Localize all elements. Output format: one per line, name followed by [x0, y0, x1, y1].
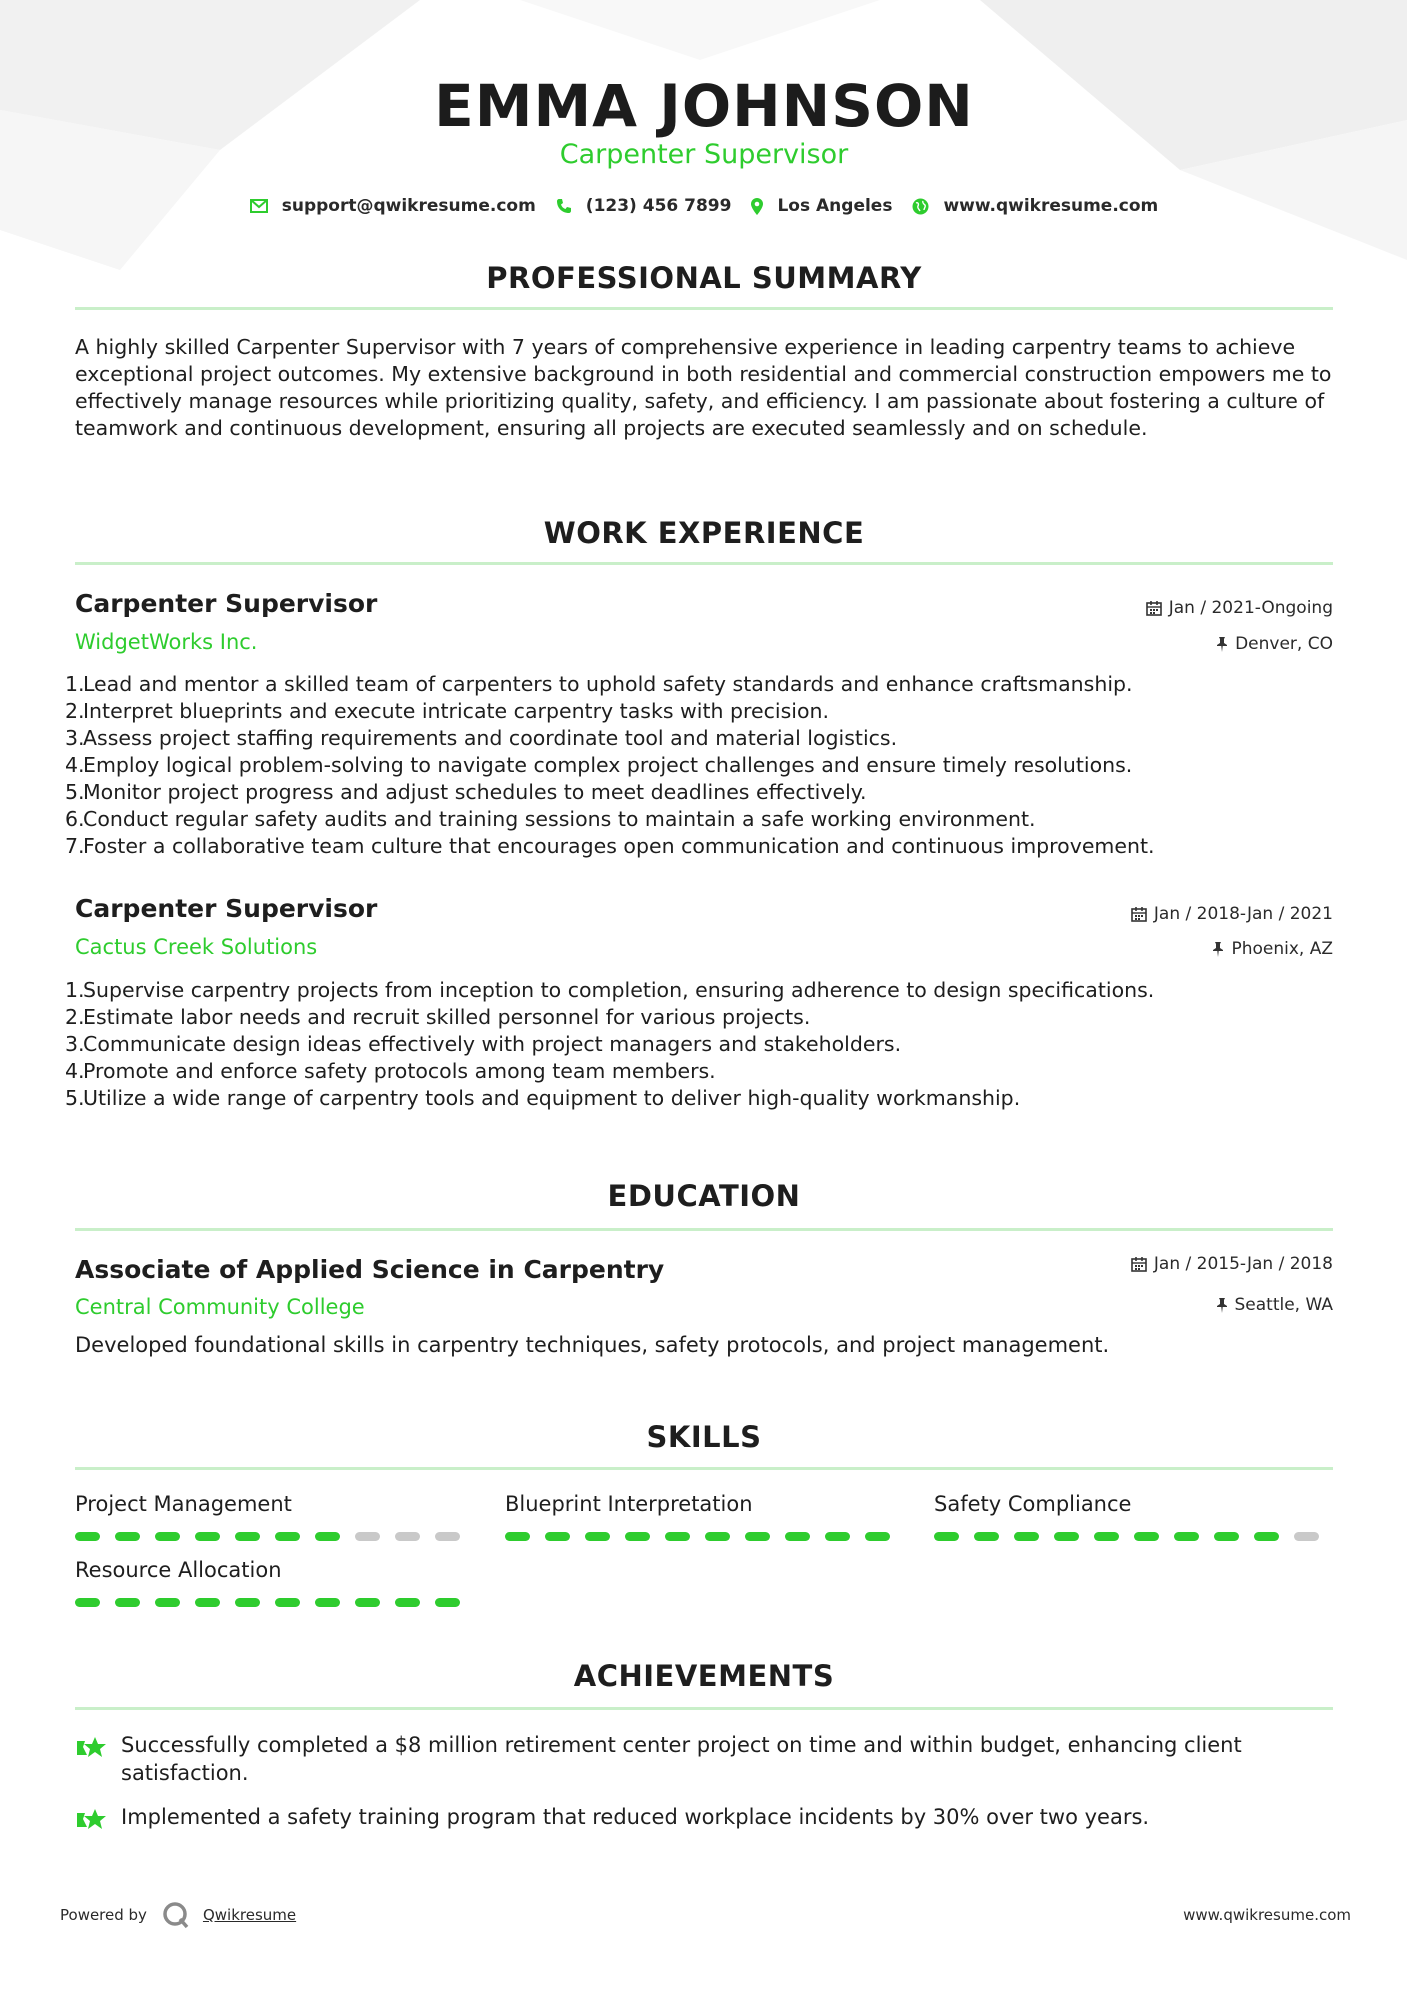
- education-heading: EDUCATION: [607, 1179, 801, 1213]
- skill-item: [505, 1490, 905, 1541]
- skill-item: [75, 1556, 475, 1607]
- skill-level-bar: [75, 1532, 475, 1541]
- job-1-company: WidgetWorks Inc.: [75, 630, 258, 654]
- duty-text: Conduct regular safety audits and training sessions to maintain a safe working environment.: [83, 807, 1036, 831]
- skill-level-bar: [934, 1532, 1334, 1541]
- contact-website[interactable]: [912, 196, 1158, 216]
- skill-level-dash-filled: [625, 1532, 650, 1541]
- achievements-divider: [75, 1707, 1333, 1710]
- star-award-icon: [75, 1735, 107, 1761]
- calendar-icon: [1131, 906, 1147, 922]
- skill-level-dash-filled: [155, 1532, 180, 1541]
- duty-text: Utilize a wide range of carpentry tools and equipment to deliver high-quality workmanship.: [83, 1086, 1021, 1110]
- candidate-title: Carpenter Supervisor: [559, 139, 849, 170]
- duty-item: [65, 779, 1333, 806]
- skill-level-dash-filled: [315, 1598, 340, 1607]
- phone-icon: [556, 198, 572, 214]
- duty-text: Lead and mentor a skilled team of carpenters to uphold safety standards and enhance craftsmanship.: [83, 672, 1133, 696]
- skill-level-dash-filled: [585, 1532, 610, 1541]
- skill-level-dash-filled: [1094, 1532, 1119, 1541]
- duty-item: [65, 671, 1333, 698]
- contact-bar: [75, 192, 1333, 220]
- skill-level-dash-filled: [1054, 1532, 1079, 1541]
- duty-number: 5.: [65, 780, 85, 804]
- achievement-item: [75, 1803, 1333, 1833]
- contact-location: [751, 196, 892, 216]
- contact-email-text: support@qwikresume.com: [281, 196, 536, 216]
- skill-level-dash-filled: [195, 1532, 220, 1541]
- duty-item: [65, 1085, 1333, 1112]
- job-2-location: [1212, 938, 1333, 960]
- education-degree: Associate of Applied Science in Carpentry: [75, 1255, 665, 1284]
- skill-level-dash-filled: [934, 1532, 959, 1541]
- skill-level-dash-filled: [745, 1532, 770, 1541]
- contact-location-text: Los Angeles: [777, 196, 893, 216]
- job-1-title: Carpenter Supervisor: [75, 589, 378, 618]
- duty-item: [65, 1058, 1333, 1085]
- job-2-duties: [65, 977, 1333, 1112]
- duty-text: Communicate design ideas effectively with project managers and stakeholders.: [83, 1032, 902, 1056]
- skill-name: Project Management: [75, 1492, 292, 1516]
- duty-number: 2.: [65, 1005, 85, 1029]
- contact-website-text: www.qwikresume.com: [943, 196, 1159, 216]
- education-location-text: Seattle, WA: [1234, 1295, 1333, 1315]
- job-1-dates-text: Jan / 2021-Ongoing: [1168, 598, 1333, 618]
- skill-level-dash-empty: [1294, 1532, 1319, 1541]
- education-description: Developed foundational skills in carpentry techniques, safety protocols, and project management.: [75, 1333, 1110, 1357]
- skill-level-dash-filled: [75, 1532, 100, 1541]
- skill-level-dash-filled: [275, 1532, 300, 1541]
- job-1-dates: [1146, 597, 1333, 619]
- duty-text: Estimate labor needs and recruit skilled personnel for various projects.: [83, 1005, 811, 1029]
- achievements-heading: ACHIEVEMENTS: [573, 1659, 835, 1693]
- duty-number: 3.: [65, 726, 85, 750]
- job-2-company: Cactus Creek Solutions: [75, 935, 318, 959]
- achievement-text: Successfully completed a $8 million retirement center project on time and within budget, enhancing client satisfaction.: [121, 1733, 1242, 1785]
- contact-email[interactable]: [250, 196, 536, 216]
- calendar-icon: [1131, 1256, 1147, 1272]
- summary-divider: [75, 307, 1333, 310]
- skills-heading: SKILLS: [646, 1420, 762, 1454]
- skill-level-dash-empty: [435, 1532, 460, 1541]
- skill-name: Blueprint Interpretation: [505, 1492, 753, 1516]
- skill-level-dash-filled: [665, 1532, 690, 1541]
- qwikresume-logo-icon: [161, 1900, 191, 1930]
- duty-text: Monitor project progress and adjust schedules to meet deadlines effectively.: [83, 780, 867, 804]
- skill-level-dash-filled: [235, 1598, 260, 1607]
- skills-divider: [75, 1467, 1333, 1470]
- duty-text: Interpret blueprints and execute intricate carpentry tasks with precision.: [83, 699, 830, 723]
- footer-website[interactable]: www.qwikresume.com: [1183, 1906, 1351, 1924]
- skill-level-bar: [505, 1532, 905, 1541]
- duty-text: Employ logical problem-solving to navigate complex project challenges and ensure timely resolutions.: [83, 753, 1133, 777]
- envelope-icon: [250, 199, 268, 213]
- skill-level-bar: [75, 1598, 475, 1607]
- duty-item: [65, 1031, 1333, 1058]
- duty-item: [65, 752, 1333, 779]
- skill-level-dash-filled: [1014, 1532, 1039, 1541]
- achievement-item: [75, 1731, 1333, 1787]
- pin-icon: [1216, 1297, 1228, 1313]
- duty-number: 6.: [65, 807, 85, 831]
- star-award-icon: [75, 1807, 107, 1833]
- qwikresume-link[interactable]: Qwikresume: [202, 1906, 297, 1924]
- globe-icon: [912, 198, 929, 215]
- skill-level-dash-filled: [1214, 1532, 1239, 1541]
- skill-level-dash-filled: [275, 1598, 300, 1607]
- duty-item: [65, 806, 1333, 833]
- skill-level-dash-filled: [155, 1598, 180, 1607]
- duty-number: 4.: [65, 1059, 85, 1083]
- duty-text: Foster a collaborative team culture that encourages open communication and continuous improvement.: [83, 834, 1155, 858]
- skill-level-dash-filled: [505, 1532, 530, 1541]
- skill-level-dash-filled: [355, 1598, 380, 1607]
- education-divider: [75, 1228, 1333, 1231]
- duty-number: 1.: [65, 672, 85, 696]
- skill-level-dash-filled: [705, 1532, 730, 1541]
- achievement-text: Implemented a safety training program that reduced workplace incidents by 30% over two years.: [121, 1805, 1150, 1829]
- skill-level-dash-filled: [1134, 1532, 1159, 1541]
- skill-level-dash-filled: [395, 1598, 420, 1607]
- summary-heading: PROFESSIONAL SUMMARY: [486, 261, 922, 295]
- skill-level-dash-filled: [115, 1598, 140, 1607]
- duty-number: 1.: [65, 978, 85, 1002]
- duty-item: [65, 977, 1333, 1004]
- education-dates: [1131, 1253, 1333, 1275]
- skill-name: Safety Compliance: [934, 1492, 1132, 1516]
- skill-level-dash-filled: [115, 1532, 140, 1541]
- summary-text: A highly skilled Carpenter Supervisor with 7 years of comprehensive experience in leading carpentry teams to achieve exceptional project outcomes. My extensive background in both residential and commercial construction empowers me to effectively manage resources while prioritizing quality, safety, and efficiency. I am passionate about fostering a culture of teamwork and continuous development, ensuring all projects are executed seamlessly and on schedule.: [75, 335, 1332, 440]
- duty-text: Assess project staffing requirements and coordinate tool and material logistics.: [83, 726, 898, 750]
- skill-level-dash-filled: [974, 1532, 999, 1541]
- duty-number: 2.: [65, 699, 85, 723]
- skill-level-dash-filled: [195, 1598, 220, 1607]
- job-2-title: Carpenter Supervisor: [75, 894, 378, 923]
- experience-heading: WORK EXPERIENCE: [543, 516, 865, 550]
- job-2-dates: [1131, 903, 1333, 925]
- skill-level-dash-filled: [825, 1532, 850, 1541]
- duty-number: 7.: [65, 834, 85, 858]
- skill-level-dash-filled: [1254, 1532, 1279, 1541]
- contact-phone[interactable]: [556, 196, 732, 216]
- skill-level-dash-empty: [355, 1532, 380, 1541]
- skill-level-dash-filled: [315, 1532, 340, 1541]
- job-2-dates-text: Jan / 2018-Jan / 2021: [1153, 904, 1333, 924]
- skill-level-dash-filled: [865, 1532, 890, 1541]
- experience-divider: [75, 562, 1333, 565]
- job-1-duties: [65, 671, 1333, 860]
- duty-number: 3.: [65, 1032, 85, 1056]
- skill-level-dash-filled: [235, 1532, 260, 1541]
- pin-icon: [1212, 941, 1224, 957]
- skill-level-dash-filled: [785, 1532, 810, 1541]
- skill-level-dash-filled: [435, 1598, 460, 1607]
- duty-text: Promote and enforce safety protocols among team members.: [83, 1059, 716, 1083]
- skill-item: [934, 1490, 1334, 1541]
- map-marker-icon: [751, 198, 763, 215]
- candidate-name: EMMA JOHNSON: [434, 72, 974, 140]
- job-1-location: [1216, 633, 1333, 655]
- footer-powered-by: [60, 1900, 296, 1930]
- duty-item: [65, 833, 1333, 860]
- duty-item: [65, 698, 1333, 725]
- duty-number: 4.: [65, 753, 85, 777]
- skill-item: [75, 1490, 475, 1541]
- education-location: [1216, 1294, 1334, 1316]
- pin-icon: [1216, 636, 1228, 652]
- skill-level-dash-empty: [395, 1532, 420, 1541]
- job-1-location-text: Denver, CO: [1235, 634, 1333, 654]
- job-2-location-text: Phoenix, AZ: [1231, 939, 1333, 959]
- skill-level-dash-filled: [545, 1532, 570, 1541]
- education-school: Central Community College: [75, 1295, 365, 1319]
- duty-text: Supervise carpentry projects from inception to completion, ensuring adherence to design specifications.: [83, 978, 1155, 1002]
- duty-number: 5.: [65, 1086, 85, 1110]
- skill-level-dash-filled: [75, 1598, 100, 1607]
- education-dates-text: Jan / 2015-Jan / 2018: [1153, 1254, 1333, 1274]
- powered-by-label: Powered by: [60, 1906, 147, 1924]
- skill-level-dash-filled: [1174, 1532, 1199, 1541]
- skill-name: Resource Allocation: [75, 1558, 282, 1582]
- calendar-icon: [1146, 600, 1162, 616]
- duty-item: [65, 1004, 1333, 1031]
- duty-item: [65, 725, 1333, 752]
- contact-phone-text: (123) 456 7899: [585, 196, 732, 216]
